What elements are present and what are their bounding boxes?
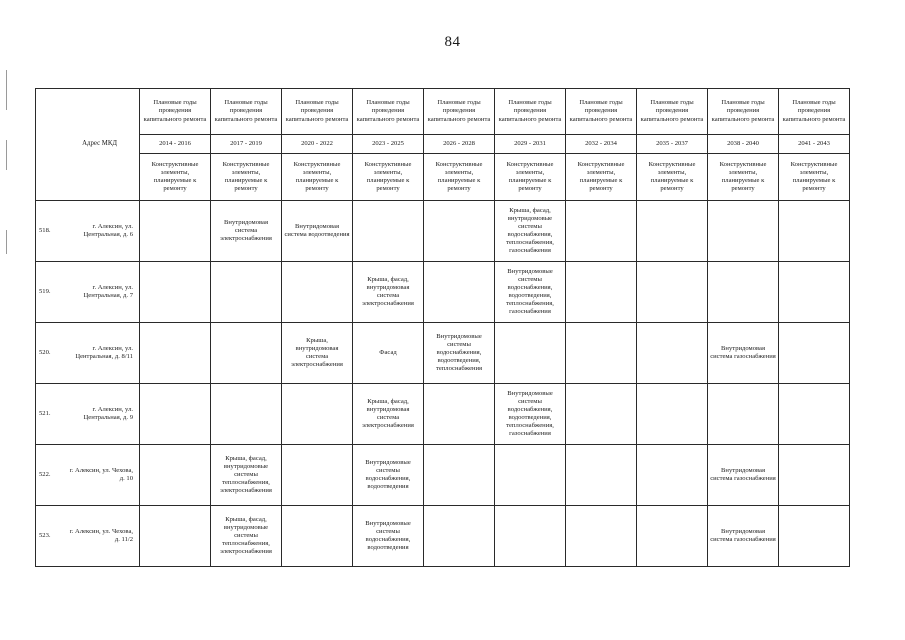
plan-years-header: Плановые годы проведения капитального ремонта xyxy=(708,89,779,135)
repair-cell xyxy=(637,323,708,384)
building-address: г. Алексин, ул. Центральная, д. 9 xyxy=(66,384,140,445)
repair-cell xyxy=(282,445,353,506)
repair-cell xyxy=(637,445,708,506)
year-range-header: 2017 - 2019 xyxy=(211,135,282,154)
year-range-header: 2026 - 2028 xyxy=(424,135,495,154)
repair-cell: Внутридомовая система газоснабжения xyxy=(708,445,779,506)
structure-elements-header: Конструктивные элементы, планируемые к ремонту xyxy=(708,154,779,201)
repair-cell xyxy=(282,506,353,567)
header-row-structure xyxy=(36,154,850,201)
repair-cell xyxy=(495,506,566,567)
year-range-header: 2023 - 2025 xyxy=(353,135,424,154)
repair-cell xyxy=(637,506,708,567)
repair-cell xyxy=(708,262,779,323)
repair-cell: Внутридомовая система электроснабжения xyxy=(211,201,282,262)
repair-cell xyxy=(140,384,211,445)
repair-cell: Фасад xyxy=(353,323,424,384)
repair-cell xyxy=(566,201,637,262)
row-number: 520. xyxy=(36,323,66,384)
repair-cell xyxy=(140,262,211,323)
repair-cell xyxy=(566,384,637,445)
repair-cell: Внутридомовые системы водоснабжения, водоотведения, теплоснабжения xyxy=(424,323,495,384)
row-number: 521. xyxy=(36,384,66,445)
structure-elements-header: Конструктивные элементы, планируемые к ремонту xyxy=(637,154,708,201)
repair-cell: Крыша, фасад, внутридомовые системы теплоснабжения, электроснабжения xyxy=(211,506,282,567)
structure-elements-header: Конструктивные элементы, планируемые к ремонту xyxy=(211,154,282,201)
table-row xyxy=(36,445,850,506)
repair-cell: Внутридомовые системы водоснабжения, водоотведения, теплоснабжения, газоснабжения xyxy=(495,262,566,323)
year-range-header: 2014 - 2016 xyxy=(140,135,211,154)
plan-years-header: Плановые годы проведения капитального ремонта xyxy=(779,89,850,135)
repair-cell: Крыша, фасад, внутридомовые системы теплоснабжения, электроснабжения xyxy=(211,445,282,506)
repair-cell xyxy=(211,323,282,384)
building-address: г. Алексин, ул. Центральная, д. 6 xyxy=(66,201,140,262)
repair-cell xyxy=(779,262,850,323)
structure-elements-header: Конструктивные элементы, планируемые к ремонту xyxy=(495,154,566,201)
building-address: г. Алексин, ул. Чехова, д. 11/2 xyxy=(66,506,140,567)
repair-cell xyxy=(779,384,850,445)
repair-cell xyxy=(424,445,495,506)
plan-years-header: Плановые годы проведения капитального ремонта xyxy=(424,89,495,135)
plan-years-header: Плановые годы проведения капитального ремонта xyxy=(140,89,211,135)
repair-cell xyxy=(637,201,708,262)
repair-cell: Внутридомовая система водоотведения xyxy=(282,201,353,262)
plan-years-header: Плановые годы проведения капитального ремонта xyxy=(566,89,637,135)
year-range-header: 2029 - 2031 xyxy=(495,135,566,154)
table-row xyxy=(36,262,850,323)
repair-cell xyxy=(708,201,779,262)
building-address: г. Алексин, ул. Центральная, д. 8/11 xyxy=(66,323,140,384)
repair-cell xyxy=(566,262,637,323)
year-range-header: 2035 - 2037 xyxy=(637,135,708,154)
repair-cell xyxy=(495,445,566,506)
repair-cell: Внутридомовые системы водоснабжения, водоотведения xyxy=(353,506,424,567)
page-number: 84 xyxy=(444,34,461,50)
year-range-header: 2041 - 2043 xyxy=(779,135,850,154)
capital-repair-plan-table xyxy=(35,88,850,567)
repair-cell: Внутридомовые системы водоснабжения, водоотведения, теплоснабжения, газоснабжения xyxy=(495,384,566,445)
row-number: 519. xyxy=(36,262,66,323)
address-column-header: Адрес МКД xyxy=(36,89,140,201)
repair-cell xyxy=(211,384,282,445)
plan-years-header: Плановые годы проведения капитального ремонта xyxy=(637,89,708,135)
repair-cell xyxy=(424,262,495,323)
repair-cell xyxy=(424,201,495,262)
repair-cell: Крыша, фасад, внутридомовые системы водоснабжения, теплоснабжения, газоснабжения xyxy=(495,201,566,262)
table-row xyxy=(36,201,850,262)
year-range-header: 2020 - 2022 xyxy=(282,135,353,154)
header-row-years xyxy=(36,135,850,154)
repair-cell xyxy=(140,201,211,262)
structure-elements-header: Конструктивные элементы, планируемые к ремонту xyxy=(140,154,211,201)
structure-elements-header: Конструктивные элементы, планируемые к ремонту xyxy=(779,154,850,201)
repair-cell xyxy=(140,506,211,567)
plan-years-header: Плановые годы проведения капитального ремонта xyxy=(211,89,282,135)
repair-cell xyxy=(779,506,850,567)
binding-mark xyxy=(6,140,7,170)
plan-years-header: Плановые годы проведения капитального ремонта xyxy=(282,89,353,135)
structure-elements-header: Конструктивные элементы, планируемые к ремонту xyxy=(353,154,424,201)
repair-cell xyxy=(282,384,353,445)
repair-cell xyxy=(779,445,850,506)
structure-elements-header: Конструктивные элементы, планируемые к ремонту xyxy=(282,154,353,201)
structure-elements-header: Конструктивные элементы, планируемые к ремонту xyxy=(566,154,637,201)
table-row xyxy=(36,384,850,445)
table-row xyxy=(36,506,850,567)
repair-cell: Внутридомовые системы водоснабжения, водоотведения xyxy=(353,445,424,506)
plan-years-header: Плановые годы проведения капитального ремонта xyxy=(353,89,424,135)
repair-cell xyxy=(708,384,779,445)
repair-cell xyxy=(424,384,495,445)
binding-mark xyxy=(6,70,7,110)
repair-cell xyxy=(495,323,566,384)
building-address: г. Алексин, ул. Чехова, д. 10 xyxy=(66,445,140,506)
repair-cell xyxy=(424,506,495,567)
repair-cell xyxy=(140,445,211,506)
repair-cell: Крыша, фасад, внутридомовая система электроснабжения xyxy=(353,262,424,323)
year-range-header: 2038 - 2040 xyxy=(708,135,779,154)
year-range-header: 2032 - 2034 xyxy=(566,135,637,154)
repair-cell xyxy=(566,323,637,384)
repair-cell xyxy=(566,506,637,567)
repair-cell xyxy=(282,262,353,323)
row-number: 523. xyxy=(36,506,66,567)
repair-cell xyxy=(211,262,282,323)
row-number: 522. xyxy=(36,445,66,506)
repair-cell xyxy=(353,201,424,262)
repair-cell: Крыша, фасад, внутридомовая система электроснабжения xyxy=(353,384,424,445)
building-address: г. Алексин, ул. Центральная, д. 7 xyxy=(66,262,140,323)
row-number: 518. xyxy=(36,201,66,262)
binding-mark xyxy=(6,230,7,254)
header-row-plan xyxy=(36,89,850,135)
plan-years-header: Плановые годы проведения капитального ремонта xyxy=(495,89,566,135)
table-row xyxy=(36,323,850,384)
repair-cell xyxy=(779,201,850,262)
repair-cell xyxy=(637,262,708,323)
repair-cell xyxy=(637,384,708,445)
structure-elements-header: Конструктивные элементы, планируемые к ремонту xyxy=(424,154,495,201)
repair-cell xyxy=(779,323,850,384)
repair-cell: Внутридомовая система газоснабжения xyxy=(708,323,779,384)
repair-cell: Крыша, внутридомовая система электроснабжения xyxy=(282,323,353,384)
repair-cell: Внутридомовая система газоснабжения xyxy=(708,506,779,567)
repair-cell xyxy=(566,445,637,506)
repair-cell xyxy=(140,323,211,384)
